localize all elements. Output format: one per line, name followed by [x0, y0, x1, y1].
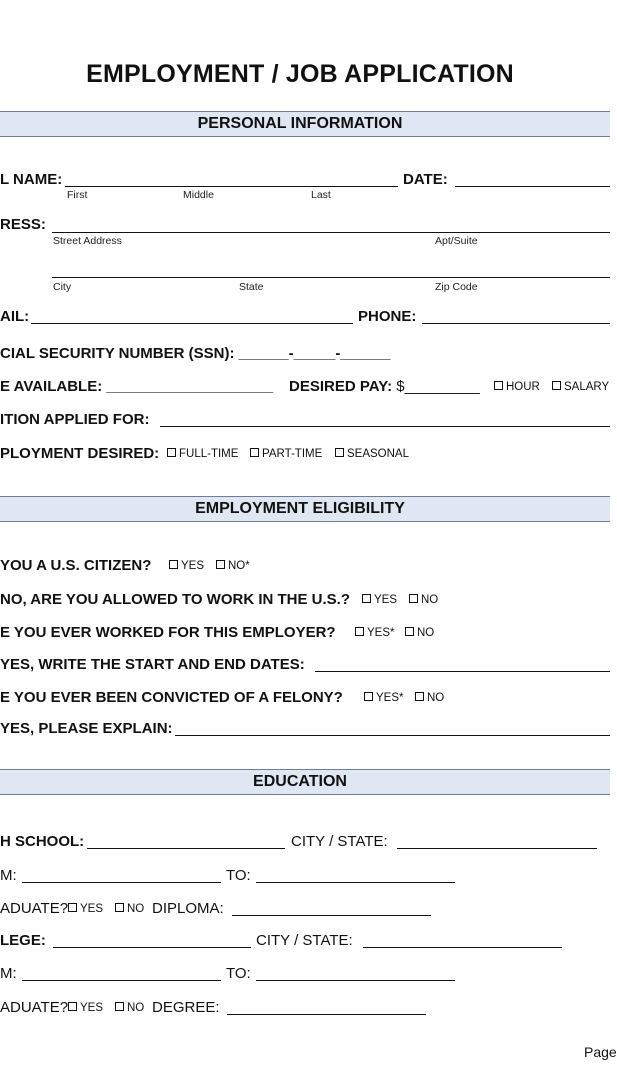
- section-header-eligibility: [0, 496, 610, 522]
- zip-hint: Zip Code: [435, 281, 478, 293]
- phone-field[interactable]: [422, 323, 610, 324]
- college-field[interactable]: [53, 947, 251, 948]
- desired-pay-value: $_________: [392, 378, 480, 395]
- checkbox-icon: [409, 594, 418, 603]
- full-name-label: L NAME:: [0, 171, 63, 188]
- hs-city-state-field[interactable]: [397, 848, 597, 849]
- full-name-field[interactable]: [65, 186, 398, 187]
- felony-no-option[interactable]: [415, 692, 444, 704]
- high-school-field[interactable]: [87, 848, 285, 849]
- dates-field[interactable]: [315, 671, 610, 672]
- worked-yes-option[interactable]: [355, 627, 395, 639]
- hour-option[interactable]: [494, 381, 540, 393]
- no-label: NO: [127, 1002, 145, 1014]
- college-to-label: TO:: [226, 965, 251, 982]
- yes-label: YES*: [367, 627, 395, 639]
- worked-question: E YOU EVER WORKED FOR THIS EMPLOYER?: [0, 624, 336, 641]
- section-title-personal: PERSONAL INFORMATION: [197, 115, 403, 132]
- apt-hint: Apt/Suite: [435, 235, 478, 247]
- date-label: DATE:: [403, 171, 448, 188]
- email-label: AIL:: [0, 308, 30, 325]
- citizen-yes-option[interactable]: [169, 560, 204, 572]
- middle-name-hint: Middle: [183, 189, 214, 201]
- hs-city-state-label: CITY / STATE:: [291, 833, 388, 850]
- checkbox-icon: [115, 903, 124, 912]
- checkbox-icon: [355, 627, 364, 636]
- state-hint: State: [239, 281, 264, 293]
- desired-pay-text: DESIRED PAY:: [289, 378, 393, 395]
- full-time-option[interactable]: [167, 448, 238, 460]
- diploma-field[interactable]: [232, 915, 431, 916]
- college-graduate-yes-option[interactable]: [68, 1002, 103, 1014]
- checkbox-icon: [216, 560, 225, 569]
- seasonal-option[interactable]: [335, 448, 409, 460]
- felony-question: E YOU EVER BEEN CONVICTED OF A FELONY?: [0, 689, 343, 706]
- checkbox-icon: [68, 1002, 77, 1011]
- no-label: NO*: [228, 560, 250, 572]
- no-label: NO: [427, 692, 445, 704]
- section-header-personal: [0, 111, 610, 137]
- city-state-zip-field[interactable]: [52, 277, 610, 278]
- diploma-label: DIPLOMA:: [152, 900, 224, 917]
- last-name-hint: Last: [311, 189, 331, 201]
- citizen-question: YOU A U.S. CITIZEN?: [0, 557, 152, 574]
- yes-label: YES: [80, 903, 104, 915]
- hs-graduate-label: ADUATE?: [0, 900, 69, 917]
- yes-label: YES: [374, 594, 398, 606]
- hs-graduate-no-option[interactable]: [115, 903, 144, 915]
- checkbox-icon: [362, 594, 371, 603]
- checkbox-icon: [169, 560, 178, 569]
- degree-label: DEGREE:: [152, 999, 220, 1016]
- no-label: NO: [417, 627, 435, 639]
- checkbox-icon: [405, 627, 414, 636]
- employment-desired-label: PLOYMENT DESIRED:: [0, 445, 160, 462]
- page-title: EMPLOYMENT / JOB APPLICATION: [86, 60, 514, 88]
- city-hint: City: [53, 281, 72, 293]
- no-label: NO: [421, 594, 439, 606]
- checkbox-icon: [335, 448, 344, 457]
- section-title-education: EDUCATION: [253, 773, 347, 790]
- allowed-yes-option[interactable]: [362, 594, 397, 606]
- desired-pay-label[interactable]: [289, 378, 480, 395]
- explain-question: YES, PLEASE EXPLAIN:: [0, 720, 173, 737]
- hs-graduate-yes-option[interactable]: [68, 903, 103, 915]
- felony-yes-option[interactable]: [364, 692, 404, 704]
- high-school-label: H SCHOOL:: [0, 833, 85, 850]
- checkbox-icon: [552, 381, 561, 390]
- yes-label: YES: [181, 560, 205, 572]
- college-city-state-label: CITY / STATE:: [256, 932, 353, 949]
- college-to-field[interactable]: [256, 980, 455, 981]
- college-graduate-label: ADUATE?: [0, 999, 69, 1016]
- college-from-field[interactable]: [22, 980, 221, 981]
- checkbox-icon: [364, 692, 373, 701]
- college-city-state-field[interactable]: [363, 947, 562, 948]
- checkbox-icon: [494, 381, 503, 390]
- part-time-option[interactable]: [250, 448, 322, 460]
- yes-label: YES*: [376, 692, 404, 704]
- phone-label: PHONE:: [358, 308, 417, 325]
- allowed-question: NO, ARE YOU ALLOWED TO WORK IN THE U.S.?: [0, 591, 351, 608]
- citizen-no-option[interactable]: [216, 560, 250, 572]
- yes-label: YES: [80, 1002, 104, 1014]
- date-field[interactable]: [455, 186, 610, 187]
- hs-to-label: TO:: [226, 867, 251, 884]
- section-title-eligibility: EMPLOYMENT ELIGIBILITY: [195, 500, 405, 517]
- checkbox-icon: [250, 448, 259, 457]
- college-graduate-no-option[interactable]: [115, 1002, 144, 1014]
- allowed-no-option[interactable]: [409, 594, 438, 606]
- checkbox-icon: [167, 448, 176, 457]
- explain-field[interactable]: [175, 735, 610, 736]
- address-label: RESS:: [0, 216, 46, 233]
- part-time-label: PART-TIME: [262, 448, 323, 460]
- salary-option[interactable]: [552, 381, 609, 393]
- street-hint: Street Address: [53, 235, 122, 247]
- salary-label: SALARY: [564, 381, 610, 393]
- date-available-label[interactable]: E AVAILABLE: ____________________: [0, 378, 274, 395]
- hs-from-field[interactable]: [22, 882, 221, 883]
- hs-to-field[interactable]: [256, 882, 455, 883]
- full-time-label: FULL-TIME: [179, 448, 239, 460]
- checkbox-icon: [68, 903, 77, 912]
- hs-from-label: M:: [0, 867, 17, 884]
- seasonal-label: SEASONAL: [347, 448, 409, 460]
- section-header-education: [0, 769, 610, 795]
- position-label: ITION APPLIED FOR:: [0, 411, 150, 428]
- street-address-field[interactable]: [52, 232, 610, 233]
- checkbox-icon: [415, 692, 424, 701]
- page-footer: Page: [584, 1044, 617, 1060]
- worked-no-option[interactable]: [405, 627, 434, 639]
- email-field[interactable]: [31, 323, 353, 324]
- hour-label: HOUR: [506, 381, 540, 393]
- degree-field[interactable]: [227, 1014, 426, 1015]
- college-from-label: M:: [0, 965, 17, 982]
- position-field[interactable]: [160, 426, 610, 427]
- first-name-hint: First: [67, 189, 88, 201]
- dates-question: YES, WRITE THE START AND END DATES:: [0, 656, 305, 673]
- college-label: LEGE:: [0, 932, 46, 949]
- checkbox-icon: [115, 1002, 124, 1011]
- ssn-label[interactable]: CIAL SECURITY NUMBER (SSN): ______-_____-______: [0, 345, 391, 362]
- no-label: NO: [127, 903, 145, 915]
